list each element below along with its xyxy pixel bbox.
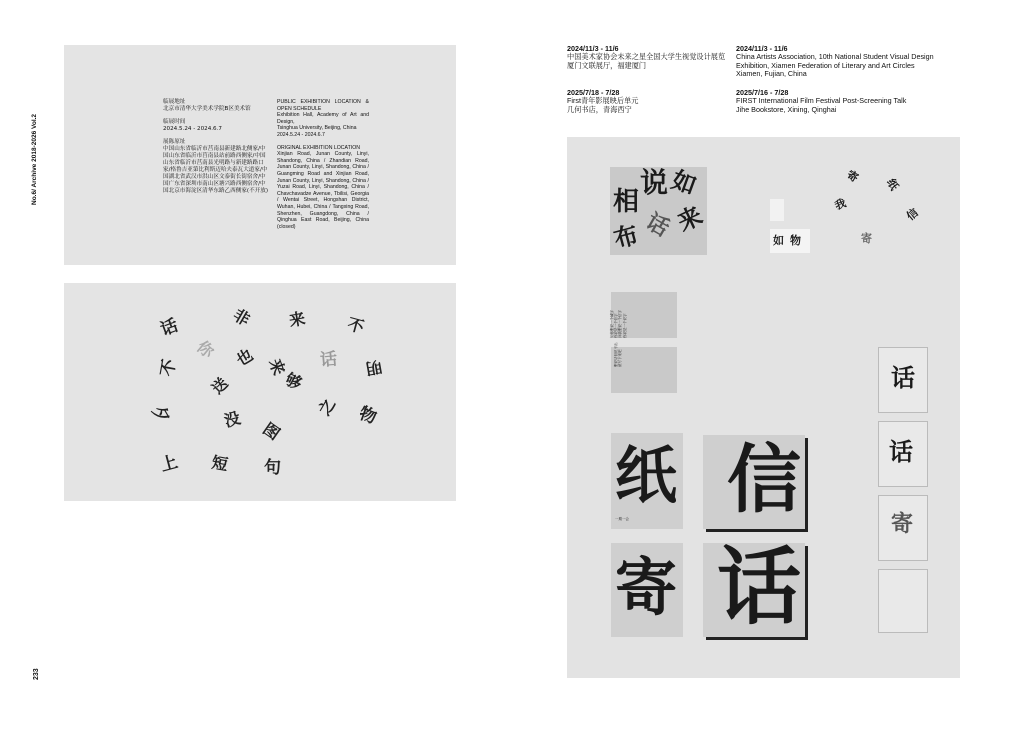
origin-heading-zh: 展陈原址 [163,139,186,145]
poster-char: 话 [641,209,674,242]
collage-char: 信 [904,205,921,224]
scatter-char: 话 [319,349,339,371]
large-poster-4 [703,538,805,637]
scatter-char: 句 [264,458,281,478]
top-poster [610,167,707,255]
strip-tile-1 [878,347,928,413]
schedule-date-2-en: 2025/7/16 - 7/28 [736,88,789,97]
origin-zh: 中国山东省临沂市莒南县新建路北侧家/中国山东省临沂市莒南县站前路西侧家/中国山东省临沂市莒南县光明路与新建路路口家/格鲁吉亚第比利斯迈哈夫泰瓦大道家/中国湖北省武汉市洪山区文泰街长街宿舍/中国广东省深圳市南山区塘兴路西侧宿舍/中国北京市海淀区清华东路乙西侧家(不开放) [163,146,269,194]
scatter-char: 来 [265,356,289,378]
poster-collage-panel [567,137,960,678]
scatter-char: 够 [282,369,305,394]
card-small-2 [770,229,810,253]
venue-en: Exhibition Hall, Academy of Art and Design, Tsinghua University, Beijing, China [277,112,369,132]
tile-char: 物 [790,234,801,247]
origin-heading-en: ORIGINAL EXHIBITION LOCATION [277,144,361,151]
scatter-char: 没 [222,408,243,431]
exhibition-info-panel [64,45,456,265]
large-poster-3 [611,543,683,637]
venue-heading-zh: 临展地址 [163,99,186,105]
strip-tile-4 [878,569,928,633]
strip-char: 话 [891,364,915,392]
scatter-char: 你 [193,336,218,362]
collage-char: 纸 [884,176,901,193]
strip-char: 话 [889,438,913,466]
scatter-char: 短 [210,452,230,475]
schedule-date-1-en: 2024/11/3 - 11/6 [736,44,788,53]
time-heading-zh: 临展时间 [163,119,186,125]
venue-zh: 北京市清华大学美术学院B区美术馆 [163,106,251,112]
schedule-en-1: China Artists Association, 10th National Student Visual Design Exhibition, Xiamen Federation of Literary and Art Circles Xiamen, Fujian, China [736,52,934,79]
scatter-char: 来 [287,308,307,331]
scatter-char: 也 [232,345,257,370]
poster-char: 如 [667,165,701,201]
large-char: 信 [727,437,801,523]
text-card-b [611,342,677,393]
scatter-char: 送 [208,374,232,398]
collage-char: 我 [833,196,848,213]
poster-char: 来 [673,201,707,237]
schedule-zh-2: First青年影展映后单元 几何书店，青海西宁 [567,96,639,114]
time-zh: 2024.5.24 - 2024.6.7 [163,126,222,132]
schedule-date-2-zh: 2025/7/18 - 7/28 [567,88,620,97]
scatter-char: 非 [229,305,254,330]
origin-en: Xinjian Road, Junan County, Linyi, Shandong, China / Zhandian Road, Junan County, Linyi, Shandong, China / Guangming Road and Xinjian Road, Junan County, Linyi, Shandong, China / Yuzai Road, Linyi, Shandong, China / Chavchavadze Avenue, Tbilisi, Georgia / Wentai Street, Hongshan District, Wuhan, Hubei, China / Tangxing Road, Shenzhen, Guangdong, China / Qinghua East Road, Beijing, China (closed) [277,151,369,230]
time-en: 2024.5.24 - 2024.6.7 [277,131,325,138]
large-char: 寄 [615,551,678,624]
zh-column [163,99,271,195]
scatter-char: 明 [364,356,384,379]
large-poster-1 [611,433,683,529]
scatter-char: 图 [259,418,284,444]
scatter-char: 话 [157,315,181,341]
tile-char: 如 [773,234,784,247]
scatter-char: 不 [157,357,181,379]
card-b-text: 想说话但说不出 就写下来吧 [614,342,623,367]
strip-char: 寄 [891,512,914,537]
large-char: 话 [717,538,802,636]
schedule-date-1-zh: 2024/11/3 - 11/6 [567,44,619,53]
strip-tile-2 [878,421,928,487]
poster-char: 布 [610,220,642,254]
large-char: 纸 [615,439,678,512]
venue-heading-en: PUBLIC EXHIBITION LOCATION & OPEN SCHEDULE [277,99,369,112]
schedule-zh-1: 中国美术家协会未来之星全国大学生视觉设计展览 厦门文联展厅，福建厦门 [567,52,726,70]
schedule-en-2: FIRST International Film Festival Post-Screening Talk Jihe Bookstore, Xining, Qinghai [736,96,907,114]
page-number: 233 [33,668,40,680]
en-column [277,99,369,230]
scatter-char: 上 [158,452,180,476]
scatter-char: 之 [314,395,340,419]
scatter-char: 不 [345,314,366,337]
scatter-char: 夕 [147,402,174,428]
scatter-panel [64,283,456,501]
large-poster-2 [703,435,805,529]
running-title: No.6/ Archive 2018-2026 Vol.2 [31,113,38,205]
collage-char: 寄 [844,168,861,185]
poster-tag: 一期一会 [615,517,629,521]
poster-char: 说 [640,166,669,199]
card-small-1 [770,199,784,221]
poster-char: 相 [613,187,640,217]
collage-char: 寄 [861,232,872,245]
strip-tile-3 [878,495,928,561]
scatter-char: 物 [356,403,380,429]
card-a-text: 知你想说一个城字 你说是一个信字 问我想说一个信字 你说是一个说字 [610,310,627,338]
